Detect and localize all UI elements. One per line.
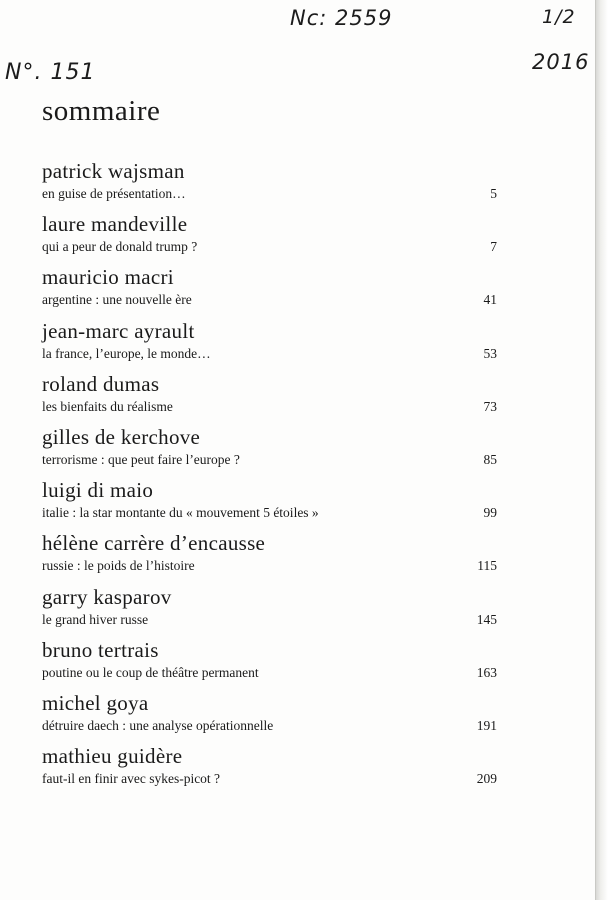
toc-page-number: 163 bbox=[476, 664, 497, 680]
toc-author: garry kasparov bbox=[42, 584, 172, 609]
toc-entry bbox=[42, 211, 497, 264]
toc-subject-row bbox=[42, 290, 497, 310]
page-marker-handwritten: 1/2 bbox=[542, 6, 576, 28]
toc-subject: en guise de présentation… bbox=[42, 186, 186, 201]
toc-page-number: 7 bbox=[490, 239, 497, 255]
toc-author: jean-marc ayrault bbox=[42, 318, 195, 343]
year-handwritten: 2016 bbox=[532, 50, 590, 74]
toc-subject: terrorisme : que peut faire l’europe ? bbox=[42, 451, 240, 467]
toc-page-number: 209 bbox=[476, 771, 497, 787]
toc-page-number: 73 bbox=[483, 398, 497, 414]
toc-subject-row bbox=[42, 663, 497, 683]
toc-entry bbox=[42, 477, 497, 530]
toc-page-number: 99 bbox=[483, 505, 497, 521]
toc-entry bbox=[42, 158, 497, 211]
toc-subject-row bbox=[42, 716, 497, 736]
toc-subject-row bbox=[42, 450, 497, 470]
toc-subject-row bbox=[42, 503, 497, 523]
toc-subject: détruire daech : une analyse opérationnelle bbox=[42, 717, 274, 733]
toc-author: roland dumas bbox=[42, 371, 160, 396]
toc-page-number: 5 bbox=[490, 186, 497, 201]
toc-subject-row bbox=[42, 610, 497, 630]
toc-page-number: 115 bbox=[477, 558, 497, 574]
toc-entry bbox=[42, 690, 497, 743]
toc-page-number: 145 bbox=[476, 611, 497, 627]
toc-subject: argentine : une nouvelle ère bbox=[42, 292, 192, 308]
toc-subject: qui a peur de donald trump ? bbox=[42, 239, 198, 255]
toc-subject-row bbox=[42, 184, 497, 204]
toc-page-number: 41 bbox=[483, 292, 497, 308]
toc-entry bbox=[42, 371, 497, 424]
table-of-contents bbox=[42, 158, 497, 796]
toc-subject: les bienfaits du réalisme bbox=[42, 398, 173, 414]
toc-entry bbox=[42, 318, 497, 371]
toc-subject: le grand hiver russe bbox=[42, 611, 149, 627]
toc-entry bbox=[42, 743, 497, 796]
toc-author: mauricio macri bbox=[42, 265, 174, 290]
toc-subject: faut-il en finir avec sykes-picot ? bbox=[42, 771, 221, 787]
toc-author: luigi di maio bbox=[42, 478, 154, 503]
toc-subject-row bbox=[42, 237, 497, 257]
toc-author: bruno tertrais bbox=[42, 637, 159, 662]
toc-subject: la france, l’europe, le monde… bbox=[42, 345, 211, 361]
toc-subject-row bbox=[42, 556, 497, 576]
toc-subject: italie : la star montante du « mouvement 5 étoiles » bbox=[42, 505, 319, 521]
toc-page-number: 53 bbox=[483, 345, 497, 361]
toc-entry bbox=[42, 530, 497, 583]
page-title: sommaire bbox=[42, 95, 161, 127]
toc-author: patrick wajsman bbox=[42, 159, 185, 183]
catalog-ref-handwritten: Nc: 2559 bbox=[290, 6, 393, 30]
toc-subject-row bbox=[42, 344, 497, 364]
toc-entry bbox=[42, 424, 497, 477]
toc-entry bbox=[42, 637, 497, 690]
toc-subject-row bbox=[42, 397, 497, 417]
toc-author: mathieu guidère bbox=[42, 744, 183, 769]
toc-author: michel goya bbox=[42, 690, 149, 715]
toc-entry bbox=[42, 264, 497, 317]
toc-subject: poutine ou le coup de théâtre permanent bbox=[42, 664, 259, 680]
toc-page-number: 191 bbox=[476, 717, 497, 733]
toc-author: gilles de kerchove bbox=[42, 424, 201, 449]
toc-entry bbox=[42, 584, 497, 637]
toc-author: laure mandeville bbox=[42, 212, 188, 237]
toc-page-number: 85 bbox=[483, 451, 497, 467]
toc-subject: russie : le poids de l’histoire bbox=[42, 558, 195, 574]
toc-author: hélène carrère d’encausse bbox=[42, 531, 266, 556]
issue-number-handwritten: N°. 151 bbox=[5, 60, 96, 85]
toc-subject-row bbox=[42, 769, 497, 789]
page-edge bbox=[595, 0, 608, 900]
